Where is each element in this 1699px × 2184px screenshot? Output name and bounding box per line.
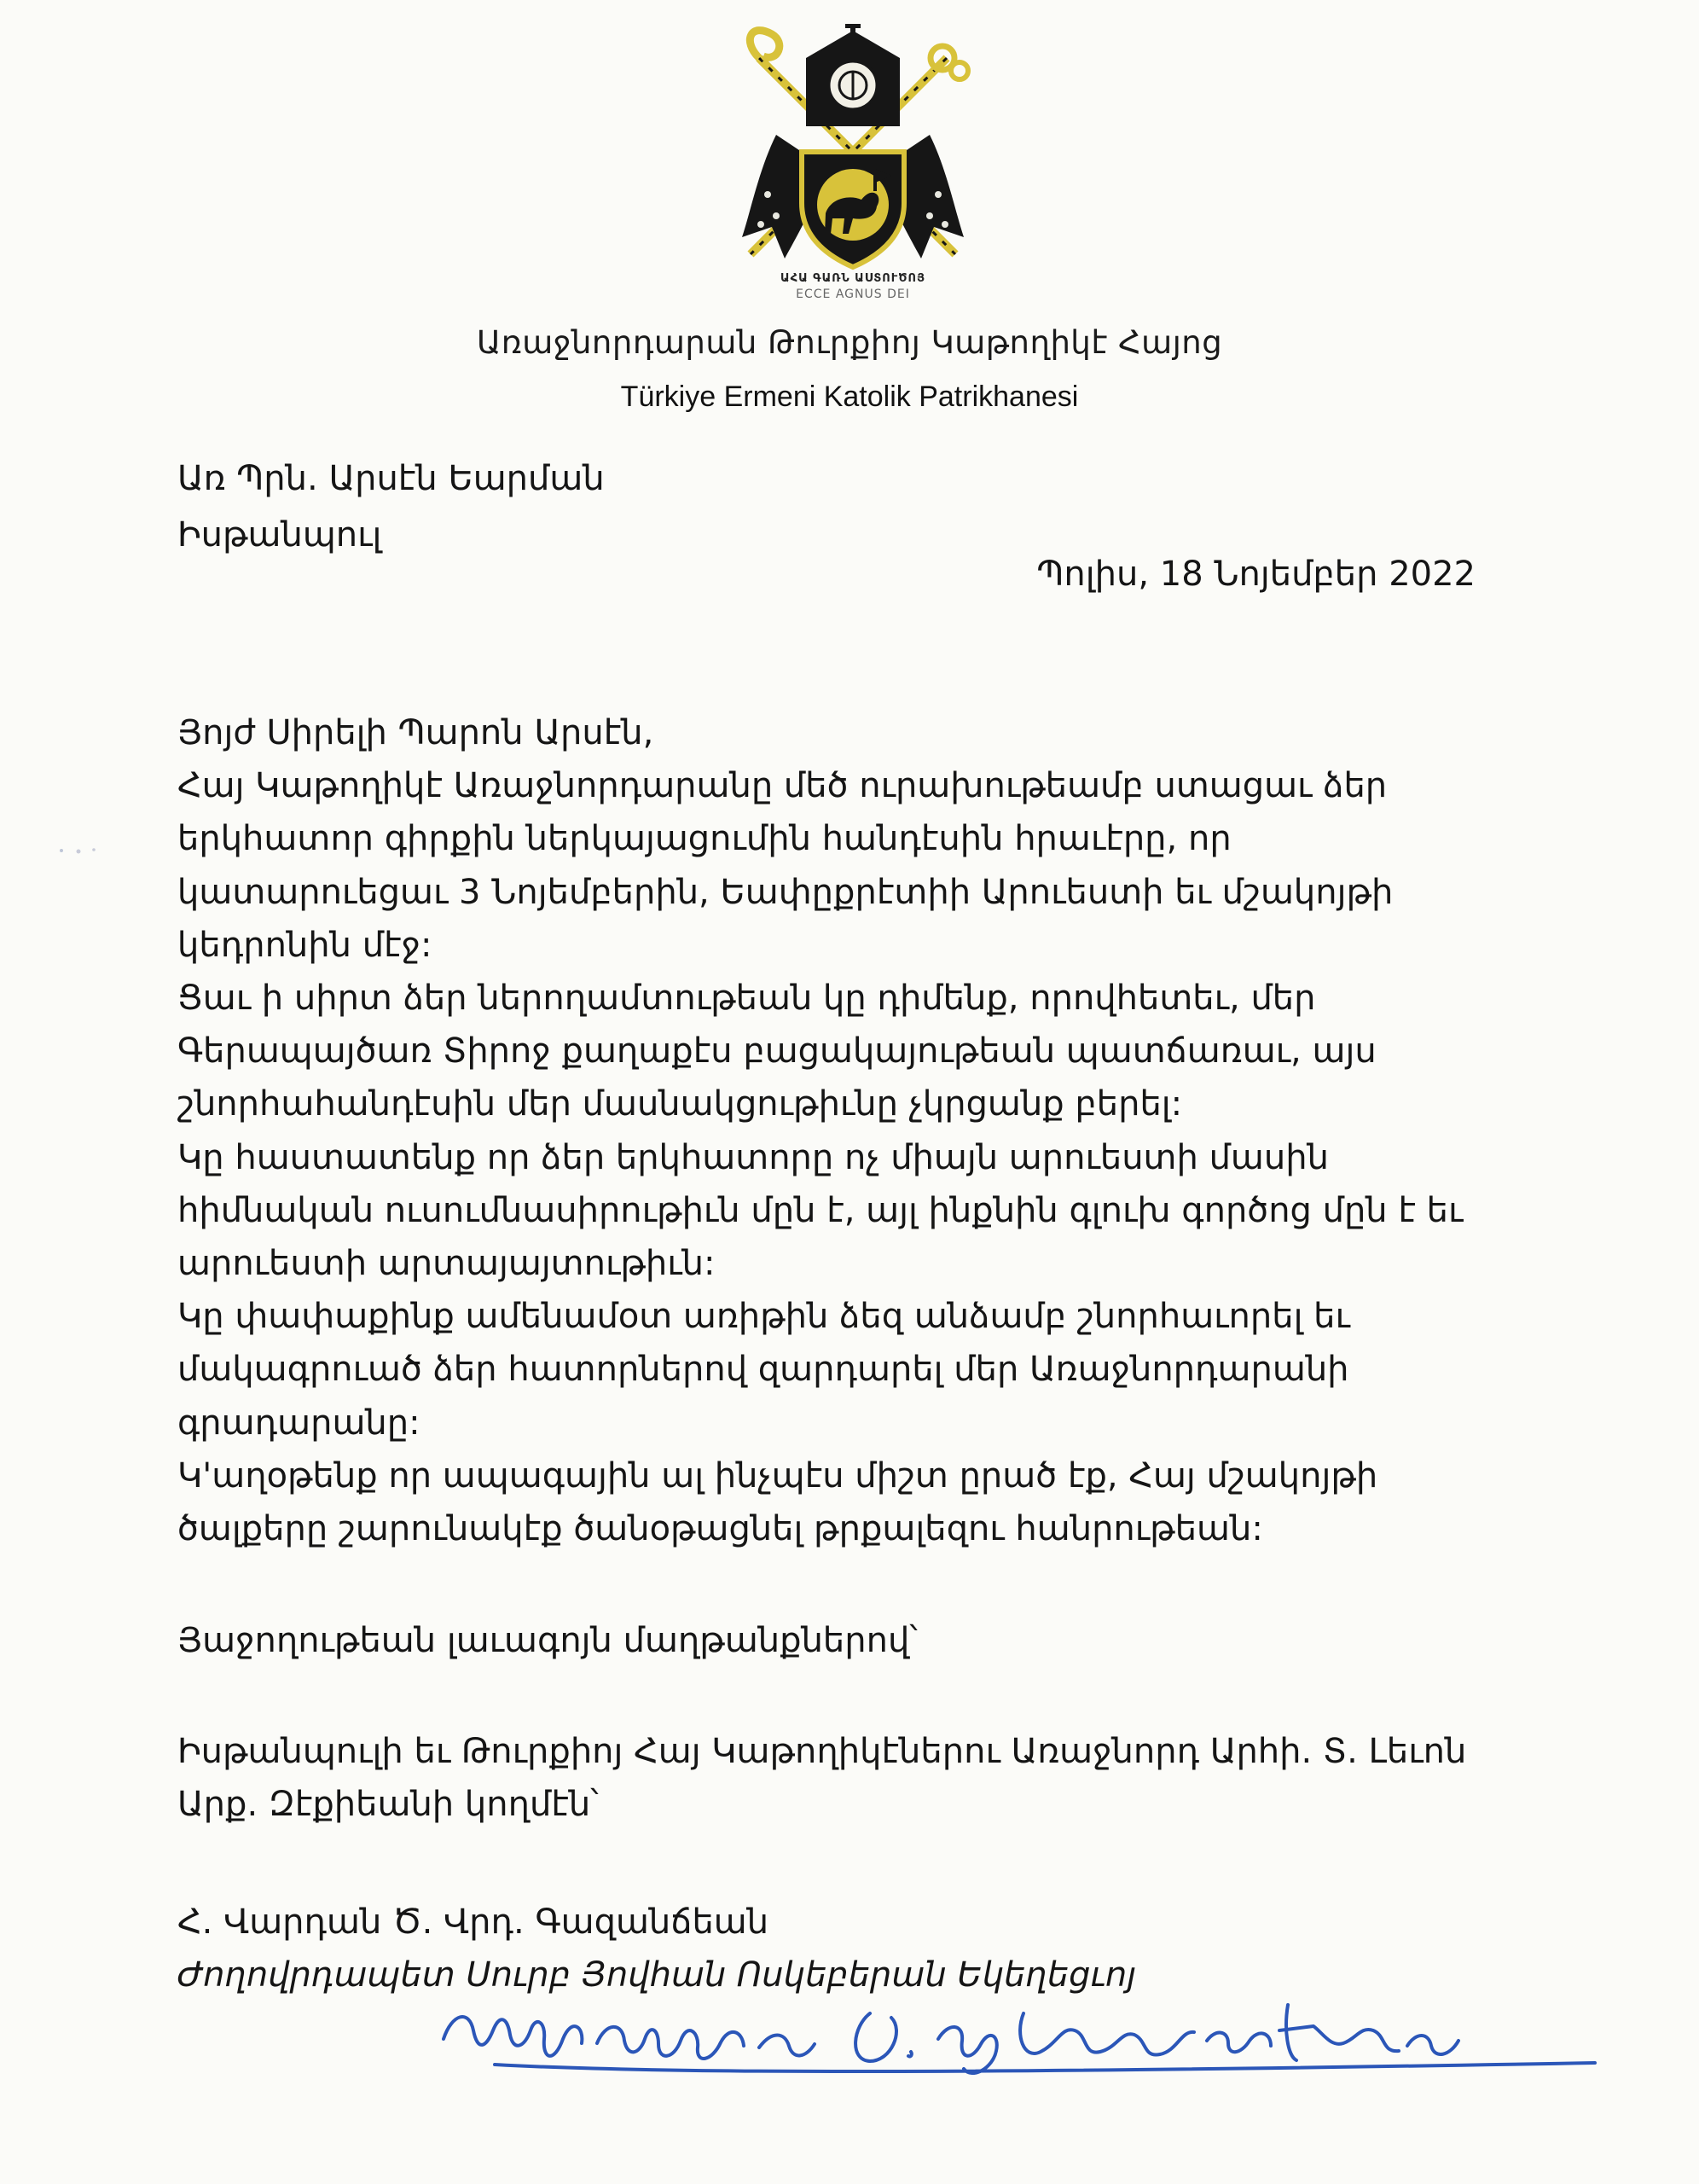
salutation: Յոյժ Սիրելի Պարոն Արսէն, xyxy=(177,713,654,752)
body-paragraph: Կ'աղօթենք որ ապագային ալ ինչպէս միշտ ըրած էք, Հայ մշակոյթի ծալքերը շարունակէք ծանօթացնել թրքալեզու հանրութեան: xyxy=(177,1455,1378,1549)
signer-title: Ժողովրդապետ Սուրբ Յովհան Ոսկեբերան Եկեղեցւոյ xyxy=(177,1955,1137,1995)
letter-date: Պոլիս, 18 Նոյեմբեր 2022 xyxy=(1036,555,1476,594)
motto-latin: ECCE AGNUS DEI xyxy=(796,288,910,301)
paper-speck xyxy=(53,845,113,857)
letterhead-title-turkish: Türkiye Ermeni Katolik Patrikhanesi xyxy=(620,380,1079,413)
recipient-name: Առ Պրն. Արսէն Եարման xyxy=(177,459,605,498)
signer-name: Հ. Վարդան Ծ. Վրդ. Գազանճեան xyxy=(177,1902,769,1942)
letterhead-title-armenian: Առաջնորդարան Թուրքիոյ Կաթողիկէ Հայոց xyxy=(476,324,1223,361)
recipient-address xyxy=(177,450,605,563)
motto-armenian: ԱՀԱ ԳԱՌՆ ԱՍՏՈՒԾՈՅ xyxy=(780,272,925,285)
motto xyxy=(699,271,1006,302)
body-paragraph: Կը հաստատենք որ ձեր երկհատորը ոչ միայն արուեստի մասին հիմնական ուսումնասիրութիւն մըն է, այլ ինքնին գլուխ գործոց մըն է եւ արուեստի արտայայտութիւն: xyxy=(177,1137,1464,1284)
body-paragraph: Հայ Կաթողիկէ Առաջնորդարանը մեծ ուրախութեամբ ստացաւ ձեր երկհատոր գիրքին ներկայացումին հանդէսին հրաւէրը, որ կատարուեցաւ 3 Նոյեմբերին, Եափըքրէտիի Արուեստի եւ մշակոյթի կեդրոնին մէջ: xyxy=(177,766,1394,965)
body-paragraph: Ցաւ ի սիրտ ձեր ներողամտութեան կը դիմենք, որովհետեւ, մեր Գերապայծառ Տիրոջ քաղաքէս բացակայութեան պատճառաւ, այս շնորհահանդէսին մեր մասնակցութիւնը չկրցանք բերել: xyxy=(177,979,1377,1124)
body-paragraph: Կը փափաքինք ամենամօտ առիթին ձեզ անձամբ շնորհաւորել եւ մակագրուած ձեր հատորներով զարդարել մեր Առաջնորդարանի գրադարանը: xyxy=(177,1297,1350,1443)
closing-line: Յաջողութեան լաւագոյն մաղթանքներով՝ xyxy=(177,1621,918,1660)
recipient-city: Իսթանպուլ xyxy=(177,515,382,555)
coat-of-arms-icon xyxy=(725,24,981,280)
handwritten-signature xyxy=(426,1979,1603,2090)
sender-line: Իսթանպուլի եւ Թուրքիոյ Հայ Կաթողիկէներու Առաջնորդ Արհի. Տ. Լեւոն Արք. Զէքիեանի կողմէն՝ xyxy=(177,1732,1467,1824)
letter-body xyxy=(177,706,1508,1555)
